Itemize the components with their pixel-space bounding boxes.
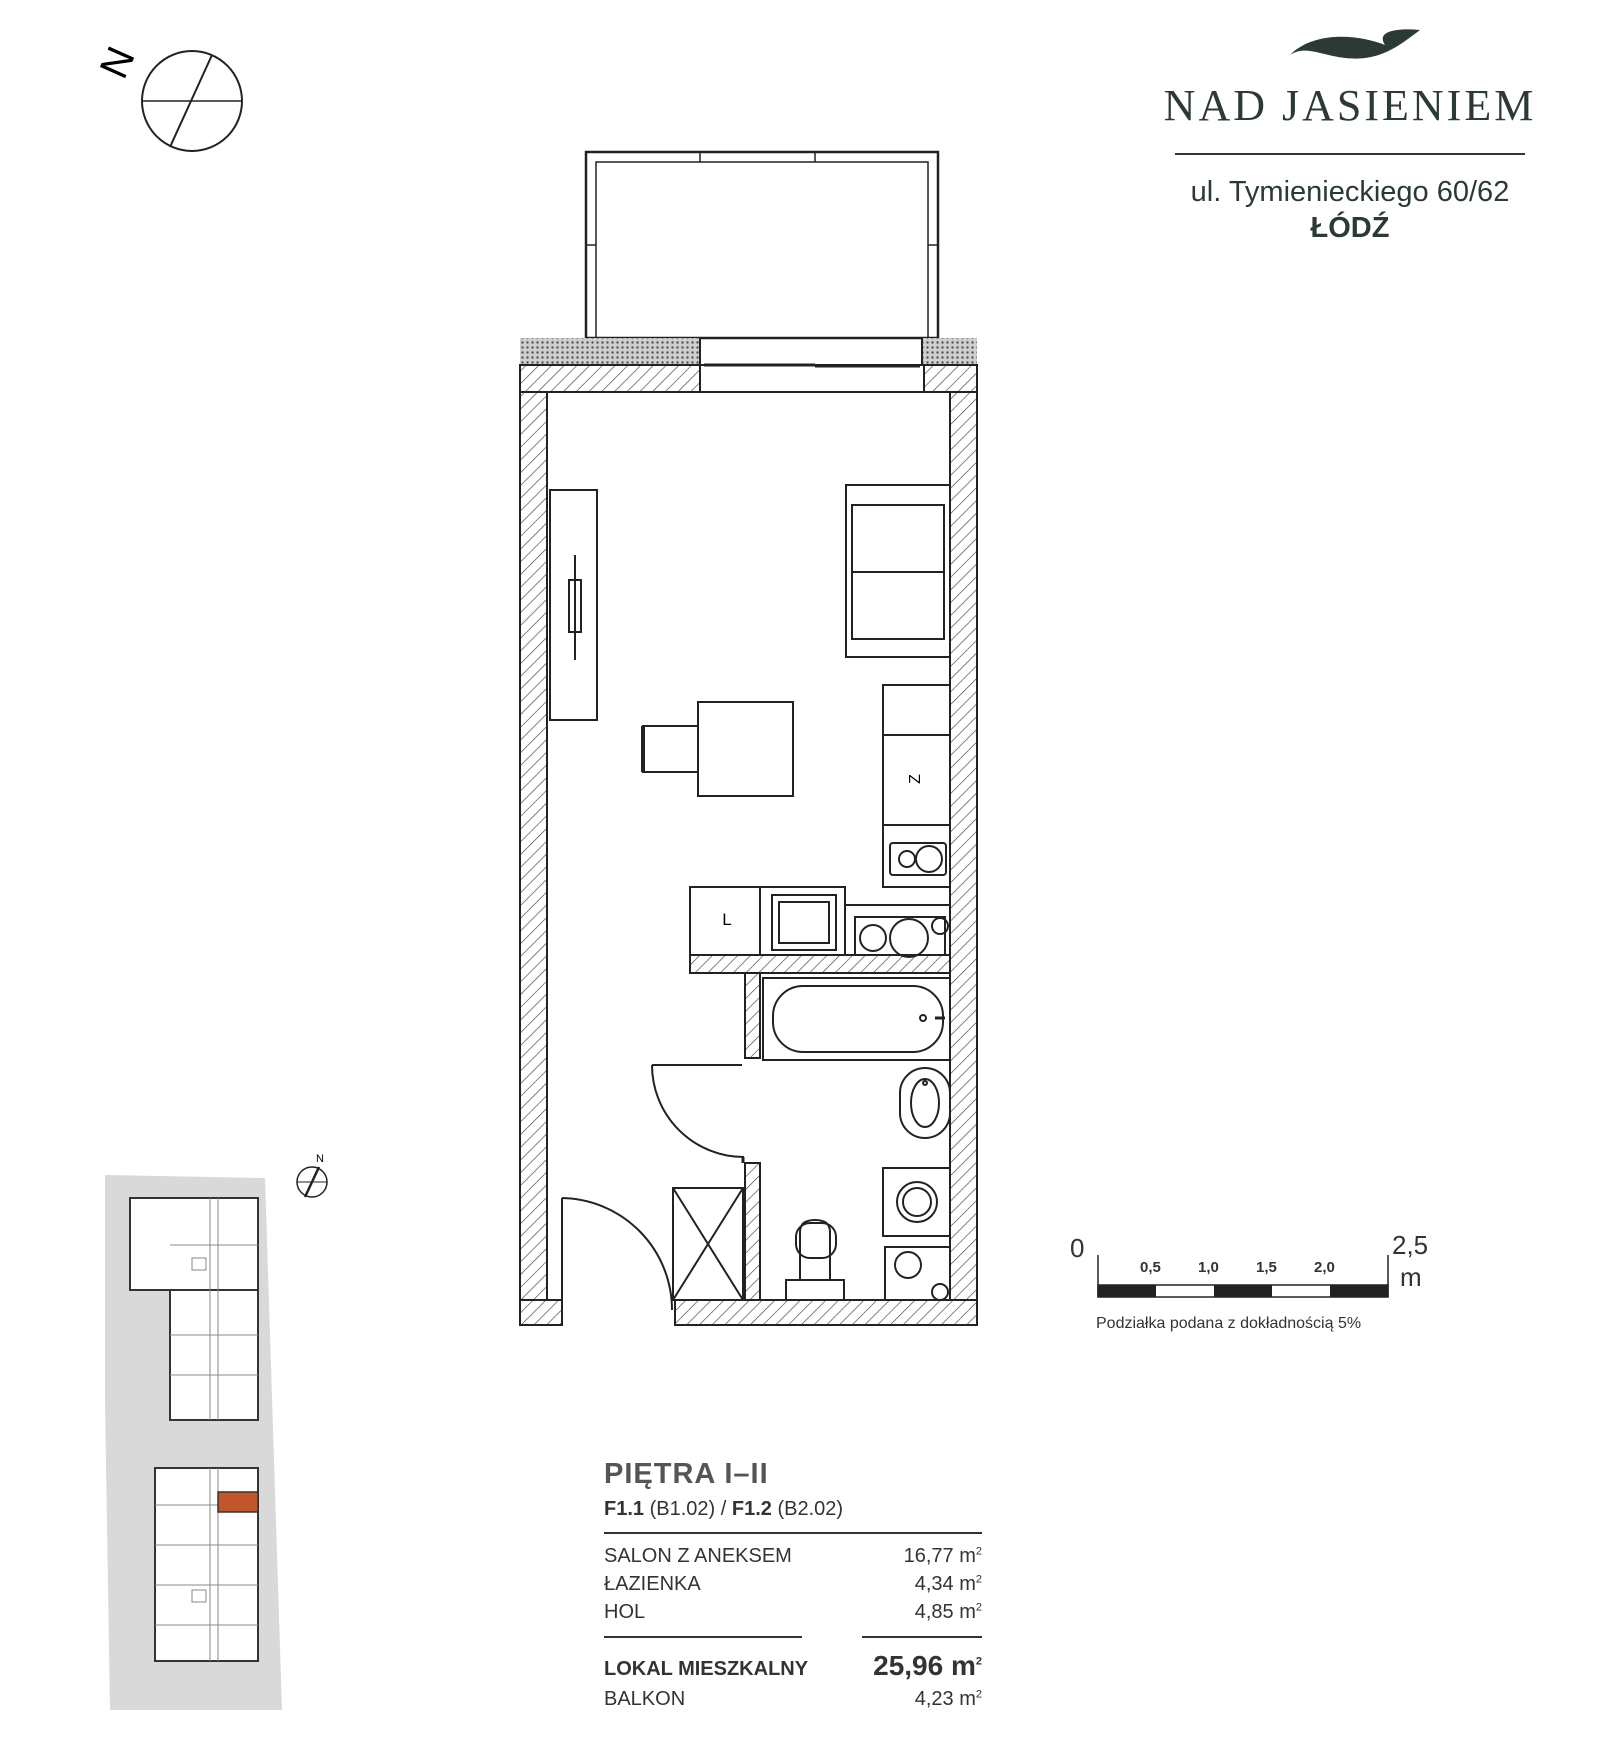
unit-code-1: F1.1 xyxy=(604,1498,645,1520)
scale-tick-label: 0,5 xyxy=(1140,1259,1161,1276)
balcony-door xyxy=(698,338,924,392)
compass-north-label: N xyxy=(91,40,144,85)
balcony-outline xyxy=(586,152,938,338)
area-unit-sup: 2 xyxy=(975,1688,982,1701)
brand-name: NAD JASIENIEM xyxy=(1163,81,1537,130)
address-city: ŁÓDŹ xyxy=(1310,212,1390,244)
scale-tick-label: 1,5 xyxy=(1256,1259,1277,1276)
unit-location-highlight xyxy=(218,1492,258,1512)
bathroom-fixtures xyxy=(763,978,950,1300)
compass-icon xyxy=(92,40,242,151)
washer-label: L xyxy=(722,910,732,929)
mini-compass-icon xyxy=(297,1153,327,1197)
room-area: 16,77 m xyxy=(903,1545,976,1567)
closet-unit xyxy=(673,1188,743,1300)
scale-tick-label: 1,0 xyxy=(1198,1259,1219,1276)
area-unit-sup: 2 xyxy=(975,1601,982,1614)
table-rule-top xyxy=(604,1532,982,1534)
total-row xyxy=(604,1650,982,1684)
sofa xyxy=(846,485,950,657)
room-name: ŁAZIENKA xyxy=(604,1573,701,1595)
unit-codes xyxy=(604,1498,843,1521)
floors-title: PIĘTRA I–II xyxy=(604,1458,769,1490)
scale-tick-label: 2,0 xyxy=(1314,1259,1335,1276)
area-unit-sup: 2 xyxy=(975,1573,982,1586)
fridge-label: Z xyxy=(907,774,924,784)
wall-insulation xyxy=(520,338,700,365)
address-street: ul. Tymienieckiego 60/62 xyxy=(1190,176,1510,208)
brand-wave-logo xyxy=(1290,29,1420,58)
room-area: 4,85 m xyxy=(914,1601,976,1623)
brand-divider xyxy=(1175,153,1525,155)
scale-note: Podziałka podana z dokładnością 5% xyxy=(1096,1315,1362,1332)
room-name: SALON Z ANEKSEM xyxy=(604,1545,792,1567)
room-name: HOL xyxy=(604,1601,646,1623)
unit-code-2: F1.2 xyxy=(731,1498,772,1520)
scale-start-label: 0 xyxy=(1070,1233,1085,1263)
site-plan xyxy=(105,1175,282,1710)
table-rule-right xyxy=(862,1636,982,1638)
unit-code-1-detail: (B1.02) / xyxy=(649,1498,727,1520)
unit-code-2-detail: (B2.02) xyxy=(777,1498,844,1520)
balcony-area: 4,23 m xyxy=(914,1688,976,1710)
mini-compass-north-label: N xyxy=(316,1153,324,1165)
room-area: 4,34 m xyxy=(914,1573,976,1595)
area-unit-sup: 2 xyxy=(975,1545,982,1558)
dining-table xyxy=(643,702,793,796)
wardrobe xyxy=(550,490,597,720)
area-unit-sup: 2 xyxy=(975,1655,982,1668)
scale-unit-label: m xyxy=(1400,1262,1422,1292)
total-area: 25,96 m xyxy=(873,1650,976,1681)
scale-end-label: 2,5 xyxy=(1392,1230,1429,1260)
total-name: LOKAL MIESZKALNY xyxy=(604,1658,809,1680)
balcony-name: BALKON xyxy=(604,1688,686,1710)
table-rule-left xyxy=(604,1636,802,1638)
